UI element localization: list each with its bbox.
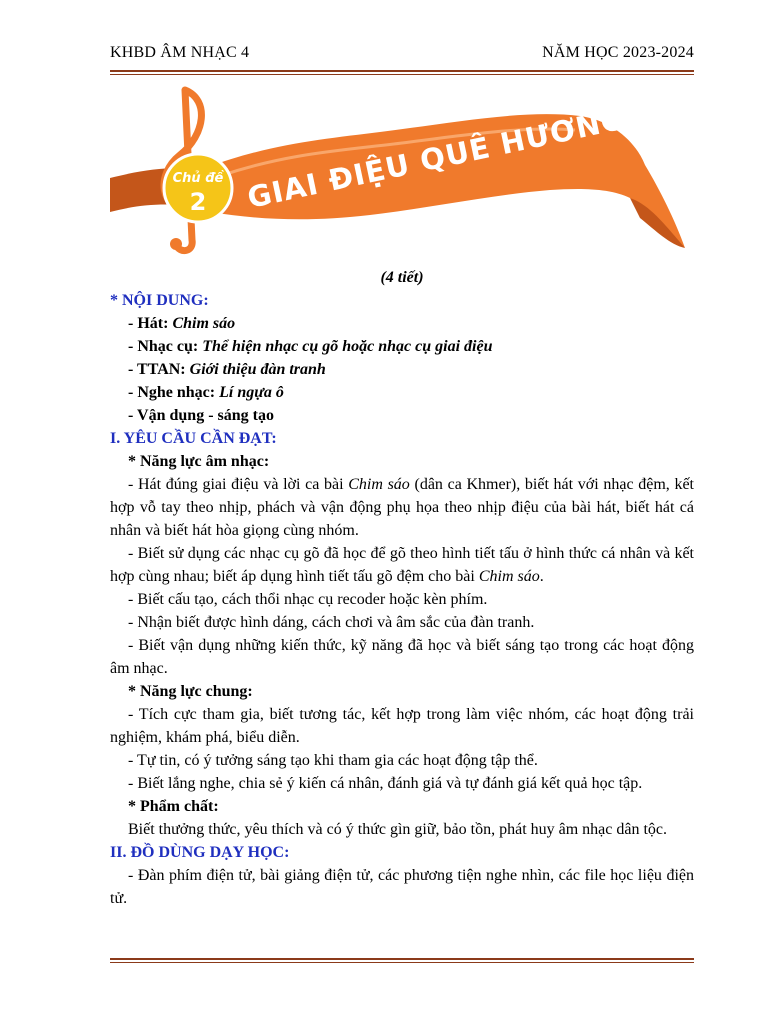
subheading-nang-luc-chung: * Năng lực chung: xyxy=(128,683,253,700)
header-rule xyxy=(110,70,694,72)
list-item: - TTAN: Giới thiệu đàn tranh xyxy=(128,361,326,378)
paragraph: - Tự tin, có ý tưởng sáng tạo khi tham gia các hoạt động tập thể. xyxy=(128,752,538,769)
header-left: KHBD ÂM NHẠC 4 xyxy=(110,44,250,61)
paragraph: - Biết vận dụng những kiến thức, kỹ năng đã học và biết sáng tạo trong các hoạt động âm nhạc. xyxy=(110,637,694,677)
subheading-nang-luc-am-nhac: * Năng lực âm nhạc: xyxy=(128,453,270,470)
section-do-dung-heading: II. ĐỒ DÙNG DẠY HỌC: xyxy=(110,844,290,861)
document-body xyxy=(110,266,694,910)
paragraph: - Biết cấu tạo, cách thổi nhạc cụ recoder hoặc kèn phím. xyxy=(128,591,488,608)
periods: (4 tiết) xyxy=(380,269,424,286)
list-item: - Vận dụng - sáng tạo xyxy=(128,407,274,424)
paragraph: - Biết lắng nghe, chia sẻ ý kiến cá nhân, đánh giá và tự đánh giá kết quả học tập. xyxy=(128,775,643,792)
paragraph: - Tích cực tham gia, biết tương tác, kết hợp trong làm việc nhóm, các hoạt động trải nghiệm, khám phá, biểu diễn. xyxy=(110,706,694,746)
paragraph: - Biết sử dụng các nhạc cụ gõ đã học để gõ theo hình tiết tấu ở hình thức cá nhân và kết hợp cùng nhau; biết áp dụng hình tiết tấu gõ đệm cho bài Chim sáo. xyxy=(110,545,694,585)
paragraph: - Hát đúng giai điệu và lời ca bài Chim sáo (dân ca Khmer), biết hát với nhạc đệm, kết hợp vỗ tay theo nhịp, phách và vận động phụ họa theo nhịp điệu của bài hát, biết hát cá nhân và biết hát hòa giọng cùng nhóm. xyxy=(110,476,694,539)
header-rule-thin xyxy=(110,74,694,75)
paragraph: - Đàn phím điện tử, bài giảng điện tử, các phương tiện nghe nhìn, các file học liệu điện tử. xyxy=(110,867,694,907)
banner-title: GIAI ĐIỆU QUÊ HƯƠNG xyxy=(244,101,629,215)
badge-number: 2 xyxy=(189,188,207,216)
header-right: NĂM HỌC 2023-2024 xyxy=(542,44,694,61)
footer-rule xyxy=(110,958,694,960)
list-item: - Nhạc cụ: Thể hiện nhạc cụ gõ hoặc nhạc cụ giai điệu xyxy=(128,338,493,355)
badge-label: Chủ đề xyxy=(172,171,224,186)
list-item: - Nghe nhạc: Lí ngựa ô xyxy=(128,384,284,401)
paragraph: Biết thưởng thức, yêu thích và có ý thức gìn giữ, bảo tồn, phát huy âm nhạc dân tộc. xyxy=(128,821,668,838)
paragraph: - Nhận biết được hình dáng, cách chơi và âm sắc của đàn tranh. xyxy=(128,614,535,631)
section-noi-dung-heading: * NỘI DUNG: xyxy=(110,292,209,309)
page-header xyxy=(110,44,694,72)
section-yeu-cau-heading: I. YÊU CẦU CẦN ĐẠT: xyxy=(110,430,277,447)
topic-banner xyxy=(110,80,690,255)
subheading-pham-chat: * Phẩm chất: xyxy=(128,798,219,815)
footer-rule-thin xyxy=(110,962,694,963)
list-item: - Hát: Chim sáo xyxy=(128,315,236,332)
